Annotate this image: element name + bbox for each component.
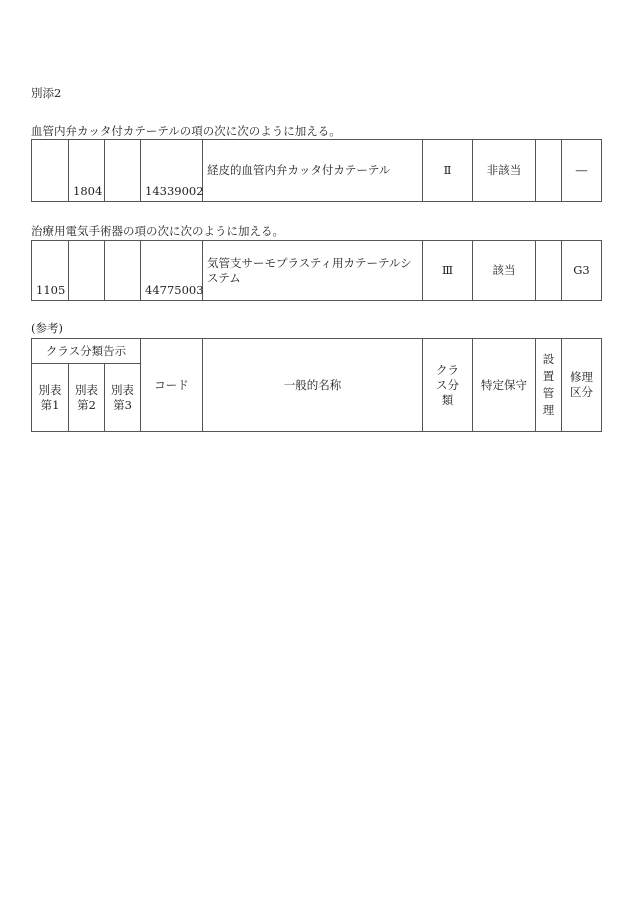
annex-label: 別添2 xyxy=(31,86,62,100)
name-cell: 気管支サーモプラスティ用カテーテルシステム xyxy=(203,241,423,301)
class-cell: Ⅲ xyxy=(423,241,473,301)
reference-table xyxy=(31,338,602,432)
annex1-header: 別表第1 xyxy=(32,364,69,432)
installation-cell xyxy=(536,140,562,202)
annex3-header: 別表第3 xyxy=(105,364,141,432)
class-cell: Ⅱ xyxy=(423,140,473,202)
repair-header: 修理区分 xyxy=(562,339,602,432)
name-header: 一般的名称 xyxy=(203,339,423,432)
annex3-cell xyxy=(105,241,141,301)
annex2-header: 別表第2 xyxy=(69,364,105,432)
table-row xyxy=(32,241,602,301)
name-cell: 経皮的血管内弁カッタ付カテーテル xyxy=(203,140,423,202)
installation-header: 設置管理 xyxy=(536,339,562,432)
annex1-cell xyxy=(32,140,69,202)
repair-cell: G3 xyxy=(562,241,602,301)
annex1-cell: 1105 xyxy=(32,241,69,301)
section1-table xyxy=(31,139,602,202)
class-header: クラス分類 xyxy=(423,339,473,432)
code-cell: 44775003 xyxy=(141,241,203,301)
section2-table xyxy=(31,240,602,301)
section2-heading: 治療用電気手術器の項の次に次のように加える。 xyxy=(31,224,284,238)
installation-cell xyxy=(536,241,562,301)
repair-cell: ― xyxy=(562,140,602,202)
class-notice-header: クラス分類告示 xyxy=(32,339,141,364)
maintenance-cell: 該当 xyxy=(473,241,536,301)
reference-heading: (参考) xyxy=(31,321,63,335)
table-row xyxy=(32,140,602,202)
section1-heading: 血管内弁カッタ付カテーテルの項の次に次のように加える。 xyxy=(31,124,341,138)
maintenance-cell: 非該当 xyxy=(473,140,536,202)
code-header: コード xyxy=(141,339,203,432)
header-row xyxy=(32,339,602,364)
code-cell: 14339002 xyxy=(141,140,203,202)
maintenance-header: 特定保守 xyxy=(473,339,536,432)
annex2-cell: 1804 xyxy=(69,140,105,202)
annex3-cell xyxy=(105,140,141,202)
annex2-cell xyxy=(69,241,105,301)
